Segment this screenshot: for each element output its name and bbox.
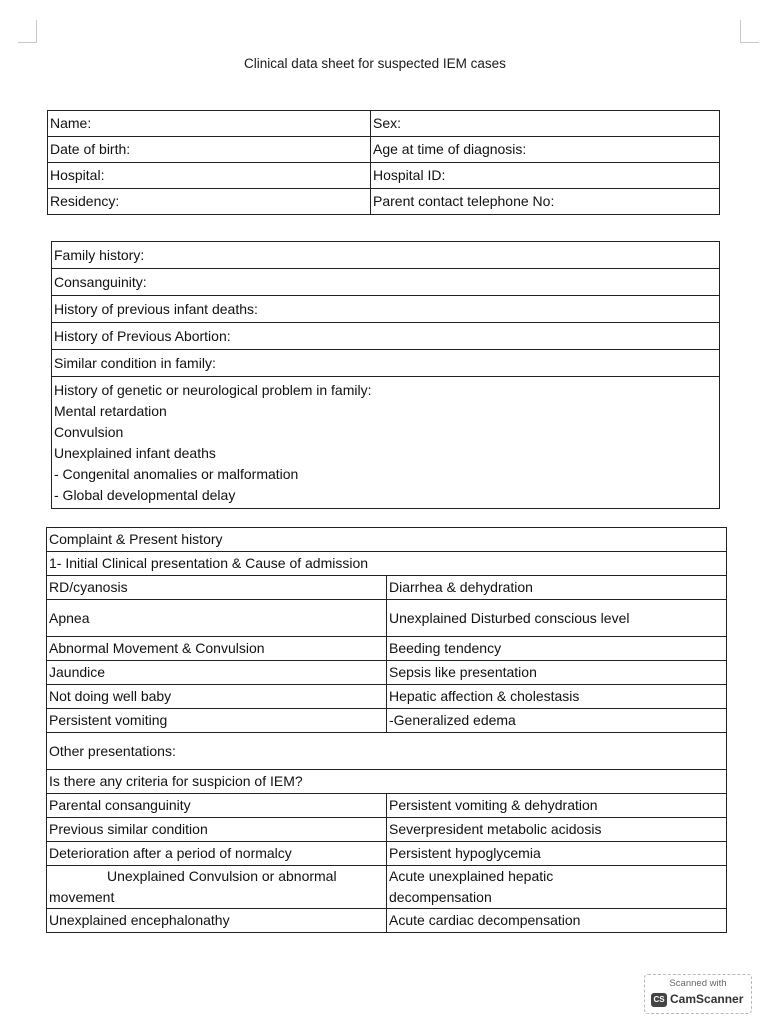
presentation-cell: RD/cyanosis <box>47 576 387 600</box>
table-row <box>47 528 727 552</box>
iem-criteria-heading: Is there any criteria for suspicion of IEM? <box>47 770 727 794</box>
presentation-cell: Diarrhea & dehydration <box>387 576 727 600</box>
presentation-cell: Jaundice <box>47 661 387 685</box>
date-of-birth-field: Date of birth: <box>48 137 371 163</box>
sex-field: Sex: <box>371 111 720 137</box>
table-row <box>52 377 720 509</box>
family-history-field: Family history: <box>52 242 720 269</box>
criteria-line: decompensation <box>389 889 492 905</box>
previous-abortion-field: History of Previous Abortion: <box>52 323 720 350</box>
patient-info-table <box>47 110 720 215</box>
table-row <box>52 323 720 350</box>
criteria-cell <box>387 866 727 909</box>
presentation-cell: Beeding tendency <box>387 637 727 661</box>
table-row <box>47 600 727 637</box>
table-row <box>47 685 727 709</box>
table-row <box>47 552 727 576</box>
criteria-cell: Persistent vomiting & dehydration <box>387 794 727 818</box>
parent-telephone-field: Parent contact telephone No: <box>371 189 720 215</box>
table-row <box>47 842 727 866</box>
age-at-diagnosis-field: Age at time of diagnosis: <box>371 137 720 163</box>
criteria-line: Unexplained Convulsion or abnormal <box>107 868 337 884</box>
table-row <box>47 818 727 842</box>
criteria-line: Acute unexplained hepatic <box>389 868 554 884</box>
table-row <box>52 269 720 296</box>
criteria-cell: Persistent hypoglycemia <box>387 842 727 866</box>
list-item: - Global developmental delay <box>54 487 236 503</box>
residency-field: Residency: <box>48 189 371 215</box>
table-row <box>48 189 720 215</box>
criteria-line: movement <box>49 889 115 905</box>
presentation-cell: Abnormal Movement & Convulsion <box>47 637 387 661</box>
table-row <box>47 733 727 770</box>
table-row <box>47 709 727 733</box>
table-row <box>47 637 727 661</box>
consanguinity-field: Consanguinity: <box>52 269 720 296</box>
criteria-cell: Severpresident metabolic acidosis <box>387 818 727 842</box>
table-row <box>47 794 727 818</box>
presentation-cell: Unexplained Disturbed conscious level <box>387 600 727 637</box>
camscanner-brand-label: CamScanner <box>670 992 744 1006</box>
table-row <box>48 163 720 189</box>
page-title: Clinical data sheet for suspected IEM cases <box>244 56 506 71</box>
presentation-cell: Sepsis like presentation <box>387 661 727 685</box>
camscanner-watermark <box>644 974 752 1014</box>
scanned-with-label: Scanned with <box>669 978 727 989</box>
genetic-neurological-history-cell <box>52 377 720 509</box>
previous-infant-deaths-field: History of previous infant deaths: <box>52 296 720 323</box>
table-row <box>48 137 720 163</box>
hospital-id-field: Hospital ID: <box>371 163 720 189</box>
presentation-cell: Not doing well baby <box>47 685 387 709</box>
hospital-field: Hospital: <box>48 163 371 189</box>
criteria-cell: Previous similar condition <box>47 818 387 842</box>
crop-mark-top-left <box>18 20 37 43</box>
criteria-cell: Unexplained encephalonathy <box>47 909 387 933</box>
presentation-cell: -Generalized edema <box>387 709 727 733</box>
table-row <box>52 242 720 269</box>
other-presentations-field: Other presentations: <box>47 733 727 770</box>
criteria-cell: Deterioration after a period of normalcy <box>47 842 387 866</box>
genetic-history-heading: History of genetic or neurological problem in family: <box>54 382 372 398</box>
criteria-cell: Parental consanguinity <box>47 794 387 818</box>
table-row <box>47 909 727 933</box>
criteria-cell <box>47 866 387 909</box>
table-row <box>47 770 727 794</box>
camscanner-logo-icon: CS <box>651 993 667 1007</box>
presentation-cell: Persistent vomiting <box>47 709 387 733</box>
table-row <box>47 866 727 909</box>
initial-presentation-heading: 1- Initial Clinical presentation & Cause of admission <box>47 552 727 576</box>
family-history-table <box>51 241 720 509</box>
table-row <box>47 661 727 685</box>
criteria-cell: Acute cardiac decompensation <box>387 909 727 933</box>
list-item: Unexplained infant deaths <box>54 445 216 461</box>
similar-condition-field: Similar condition in family: <box>52 350 720 377</box>
presentation-cell: Apnea <box>47 600 387 637</box>
table-row <box>52 350 720 377</box>
table-row <box>48 111 720 137</box>
crop-mark-top-right <box>740 20 759 43</box>
complaint-history-table <box>46 527 727 933</box>
list-item: Mental retardation <box>54 403 167 419</box>
list-item: - Congenital anomalies or malformation <box>54 466 299 482</box>
name-field: Name: <box>48 111 371 137</box>
complaint-heading: Complaint & Present history <box>47 528 727 552</box>
presentation-cell: Hepatic affection & cholestasis <box>387 685 727 709</box>
table-row <box>52 296 720 323</box>
list-item: Convulsion <box>54 424 124 440</box>
table-row <box>47 576 727 600</box>
